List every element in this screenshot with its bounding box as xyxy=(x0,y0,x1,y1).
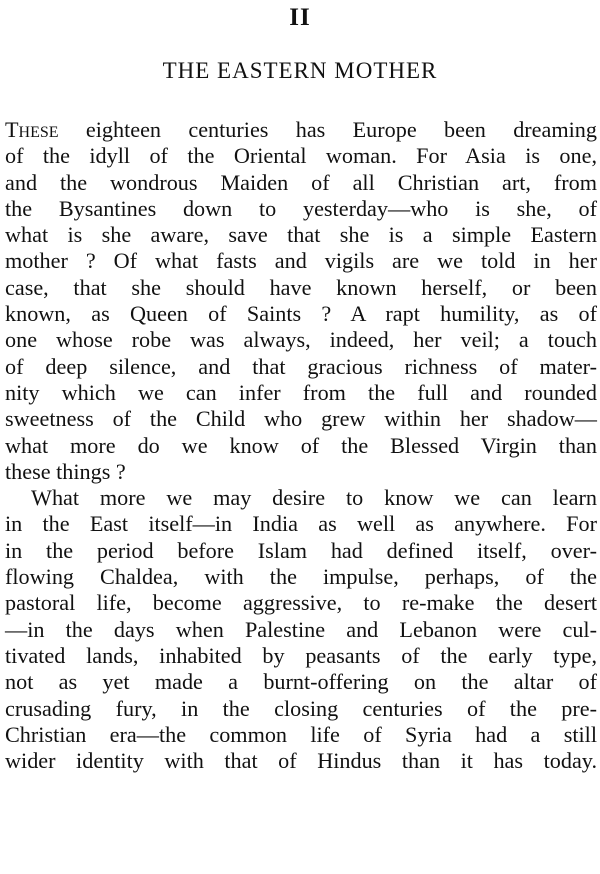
text-line: flowing Chaldea, with the impulse, perhaps, of the xyxy=(5,564,597,590)
text-line: in the East itself—in India as well as anywhere. For xyxy=(5,511,597,537)
text-line: sweetness of the Child who grew within her shadow— xyxy=(5,406,597,432)
chapter-title: THE EASTERN MOTHER xyxy=(162,58,438,83)
text-line: known, as Queen of Saints ? A rapt humility, as of xyxy=(5,301,597,327)
text-line: pastoral life, become aggressive, to re-make the desert xyxy=(5,590,597,616)
text-line: mother ? Of what fasts and vigils are we told in her xyxy=(5,248,597,274)
text-line: nity which we can infer from the full and rounded xyxy=(5,379,597,405)
text-line: These eighteen centuries has Europe been dreaming xyxy=(5,117,597,142)
text-line: What more we may desire to know we can learn xyxy=(31,485,597,511)
text-line: case, that she should have known herself, or been xyxy=(5,274,597,300)
text-line: in the period before Islam had defined itself, over- xyxy=(5,537,597,563)
text-line: what more do we know of the Blessed Virgin than xyxy=(5,432,597,458)
text-line: Christian era—the common life of Syria had a still xyxy=(5,721,597,747)
body-text xyxy=(5,117,597,774)
text-line: —in the days when Palestine and Lebanon were cul- xyxy=(5,616,597,642)
text-line: the Bysantines down to yesterday—who is she, of xyxy=(5,195,597,221)
text-line: tivated lands, inhabited by peasants of the early type, xyxy=(5,642,597,668)
text-line: one whose robe was always, indeed, her veil; a touch xyxy=(5,327,597,353)
lead-word: These xyxy=(5,117,59,142)
text-line: of deep silence, and that gracious richness of mater- xyxy=(5,353,597,379)
chapter-number: II xyxy=(289,4,311,31)
text-line: of the idyll of the Oriental woman. For Asia is one, xyxy=(5,143,597,169)
text-line: not as yet made a burnt-offering on the altar of xyxy=(5,669,597,695)
text-line: wider identity with that of Hindus than it has today. xyxy=(5,748,597,774)
text-line: crusading fury, in the closing centuries of the pre- xyxy=(5,695,597,721)
text-line: these things ? xyxy=(5,458,126,484)
text-line: and the wondrous Maiden of all Christian art, from xyxy=(5,169,597,195)
text-line: what is she aware, save that she is a simple Eastern xyxy=(5,222,597,248)
